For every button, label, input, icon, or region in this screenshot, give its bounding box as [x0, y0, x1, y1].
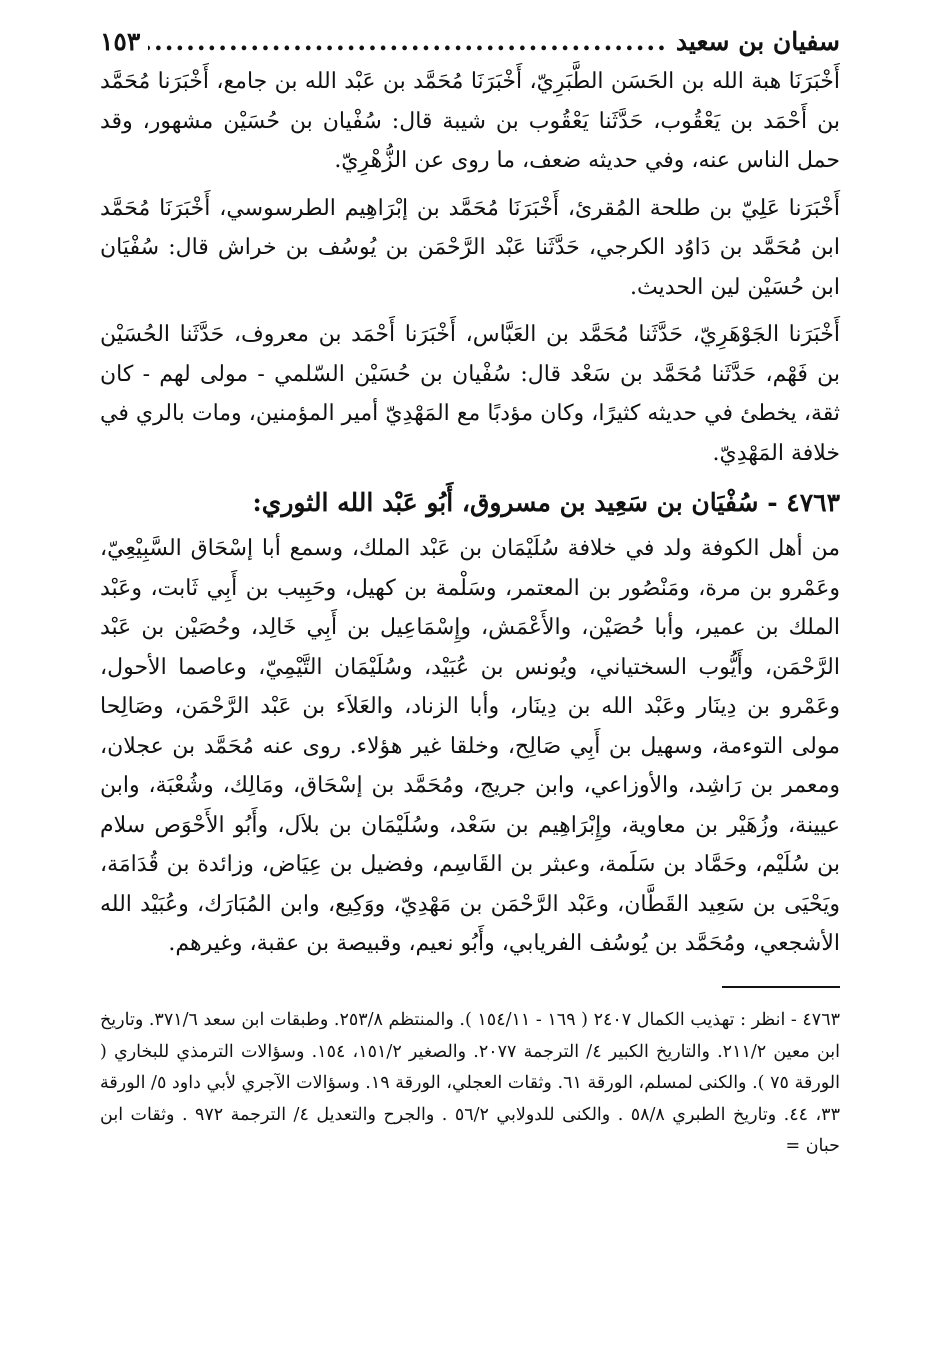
footnote-separator	[722, 986, 840, 988]
narration-paragraph-3: أَخْبَرَنا الجَوْهَرِيّ، حَدَّثَنا مُحَمَّد بن العَبَّاس، أَخْبَرَنا أَحْمَد بن معروف، حَدَّثَنا الحُسَيْن بن فَهْم، حَدَّثَنا مُحَمَّد بن سَعْد قال: سُفْيان بن حُسَيْن السّلمي - مولى لهم - كان ثقة، يخطئ في حديثه كثيرًا، وكان مؤدبًا مع المَهْدِيّ أمير المؤمنين، ومات بالري في خلافة المَهْدِيّ.	[100, 322, 840, 466]
book-page	[100, 22, 840, 1180]
leader-dots	[148, 22, 668, 62]
narration-paragraph-1: أَخْبَرَنَا هبة الله بن الحَسَن الطَّبَرِيّ، أَخْبَرَنَا مُحَمَّد بن عَبْد الله بن جامع، أَخْبَرَنا مُحَمَّد بن أَحْمَد بن يَعْقُوب، حَدَّثَنا يَعْقُوب بن شيبة قال: سُفْيان بن حُسَيْن مشهور، وقد حمل الناس عنه، وفي حديثه ضعف، ما روى عن الزُّهْرِيّ.	[100, 69, 840, 173]
running-head	[100, 22, 840, 62]
running-head-title: سفيان بن سعيد	[675, 27, 840, 56]
page-number: ١٥٣	[100, 27, 141, 56]
footnote: ٤٧٦٣ - انظر : تهذيب الكمال ٢٤٠٧ ( ١٦٩ - ١٥٤/١١ ). والمنتظم ٢٥٣/٨. وطبقات ابن سعد ٣٧١/٦. وتاريخ ابن معين ٢١١/٢. والتاريخ الكبير ٤/ الترجمة ٢٠٧٧. والصغير ١٥١/٢، ١٥٤. وسؤالات الترمذي للبخاري ( الورقة ٧٥ ). والكنى لمسلم، الورقة ٦١. وثقات العجلي، الورقة ١٩. وسؤالات الآجري لأبي داود ٥/ الورقة ٣٣، ٤٤. وتاريخ الطبري ٥٨/٨ . والكنى للدولابي ٥٦/٢ . والجرح والتعديل ٤/ الترجمة ٩٧٢ . وثقات ابن حبان =	[100, 1010, 841, 1156]
narration-paragraph-2: أَخْبَرَنا عَلِيّ بن طلحة المُقرئ، أَخْبَرَنَا مُحَمَّد بن إبْرَاهِيم الطرسوسي، أَخْبَرَنَا مُحَمَّد ابن مُحَمَّد بن دَاوُد الكرجي، حَدَّثَنا عَبْد الرَّحْمَن بن يُوسُف بن خراش قال: سُفْيَان ابن حُسَيْن لين الحديث.	[100, 195, 841, 300]
entry-heading: ٤٧٦٣ - سُفْيَان بن سَعِيد بن مسروق، أَبُو عَبْد الله الثوري:	[252, 488, 840, 517]
entry-body: من أهل الكوفة ولد في خلافة سُلَيْمَان بن عَبْد الملك، وسمع أبا إسْحَاق السَّبِيْعِيّ، وعَمْرو بن مرة، ومَنْصُور بن المعتمر، وسَلْمة بن كهيل، وحَبِيب بن أَبِي ثَابت، وعَبْد الملك بن عمير، وأبا حُصَيْن، والأَعْمَش، وإِسْمَاعِيل بن أَبِي خَالِد، وحُصَيْن بن عَبْد الرَّحْمَن، وأَيُّوب السختياني، ويُونس بن عُبَيْد، وسُلَيْمَان التَّيْمِيّ، وعاصما الأحول، وعَمْرو بن دِينَار وعَبْد الله بن دِينَار، وأبا الزناد، والعَلاَء بن عَبْد الرَّحْمَن، وصَالِحا مولى التوءمة، وسهيل بن أَبِي صَالِح، وخلقا غير هؤلاء. روى عنه مُحَمَّد بن عجلان، ومعمر بن رَاشِد، والأوزاعي، وابن جريج، ومُحَمَّد بن إسْحَاق، ومَالِك، وشُعْبَة، وابن عيينة، وزُهَيْر بن معاوية، وإِبْرَاهِيم بن سَعْد، وسُلَيْمَان بن بلاَل، وأَبُو الأَحْوَص سلام بن سُلَيْم، وحَمَّاد بن سَلَمة، وعبثر بن القَاسِم، وفضيل بن عِيَاض، وزائدة بن قُدَامَة، ويَحْيَى بن سَعِيد القَطَّان، وعَبْد الرَّحْمَن بن مَهْدِيّ، ووَكِيع، وابن المُبَارَك، وعُبَيْد الله الأشجعي، ومُحَمَّد بن يُوسُف الفريابي، وأَبُو نعيم، وقبيصة بن عقبة، وغيرهم.	[100, 536, 840, 956]
